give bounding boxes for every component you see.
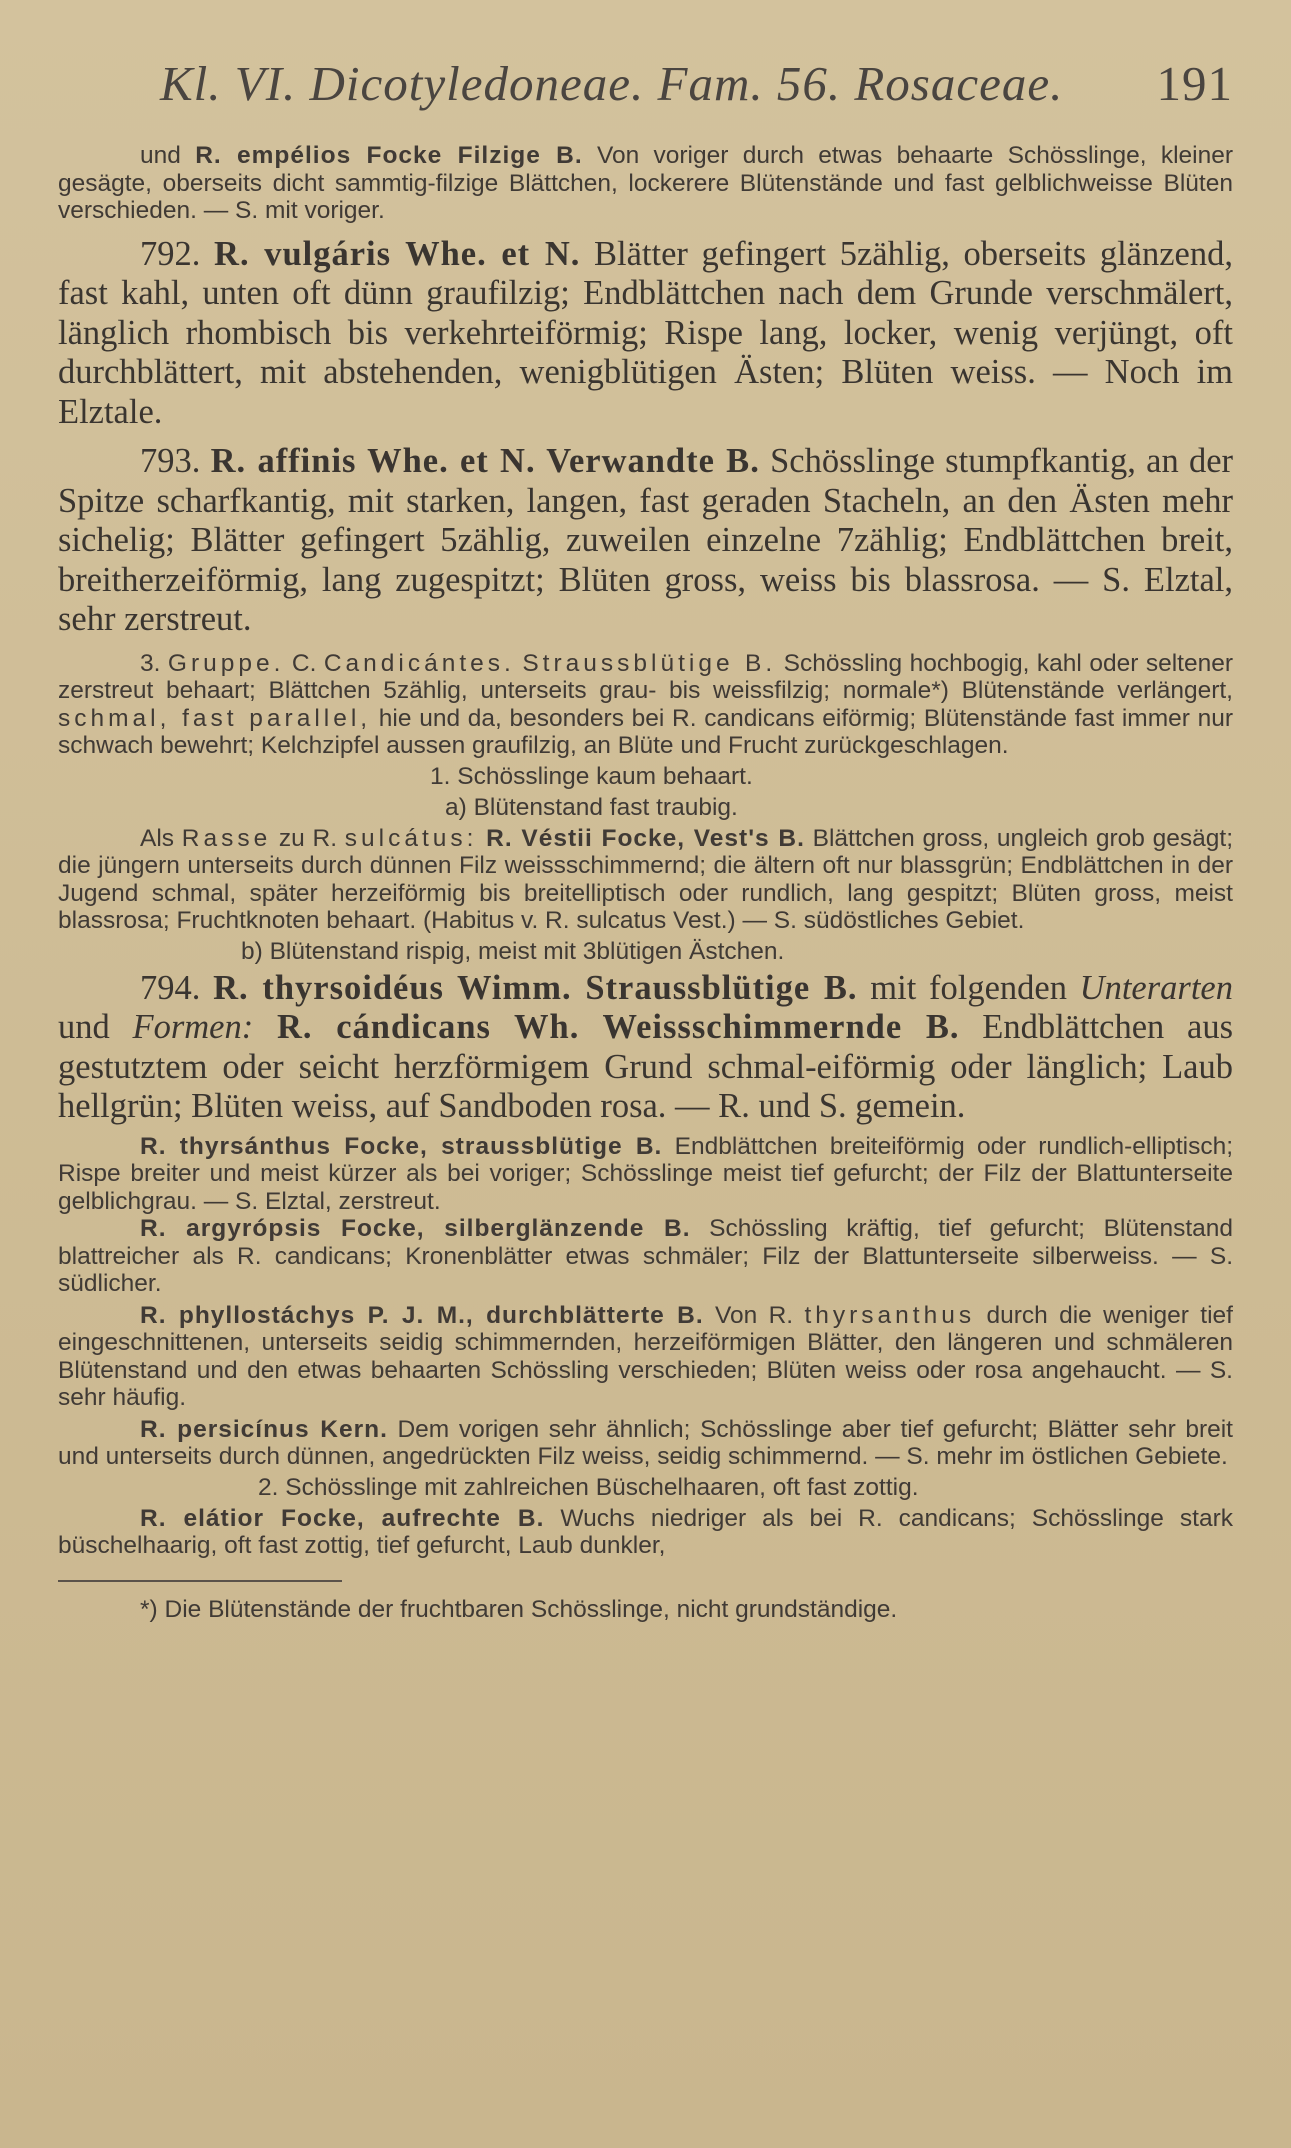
entry-number: 793. bbox=[140, 442, 201, 480]
subheading-b: b) Blütenstand rispig, meist mit 3blütigen Ästchen. bbox=[241, 937, 785, 965]
subheading-2: 2. Schösslinge mit zahlreichen Büschelhaaren, oft fast zottig. bbox=[258, 1473, 919, 1501]
subheading-a: a) Blütenstand fast traubig. bbox=[445, 793, 738, 821]
footnote-divider bbox=[58, 1580, 342, 1582]
entry-793: 793. R. affinis Whe. et N. Verwandte B. Schösslinge stumpfkantig, an der Spitze scharfkantig, mit starken, langen, fast geraden Stacheln, an den Ästen mehr sichelig; Blätter gefingert 5zählig, zuweilen einzelne 7zählig; Endblättchen breit, breitherzeiförmig, lang zugespitzt; Blüten gross, weiss bis blassrosa. — S. Elztal, sehr zerstreut. bbox=[58, 442, 1234, 638]
species-name: R. phyllostáchys P. J. M., durchblätterte B. bbox=[140, 1301, 704, 1329]
paragraph-argyropsis: R. argyrópsis Focke, silberglänzende B. Schössling kräftig, tief gefurcht; Blütenstand blattreicher als R. candicans; Kronenblätter etwas schmäler; Filz der Blattunterseite silberweiss. — S. südlicher. bbox=[58, 1215, 1233, 1297]
species-name: R. empélios Focke Filzige B. bbox=[195, 142, 583, 169]
entry-number: 792. bbox=[140, 234, 201, 273]
paragraph-elatior: R. elátior Focke, aufrechte B. Wuchs niedriger als bei R. candicans; Schösslinge stark büschelhaarig, oft fast zottig, tief gefurcht, Laub dunkler, bbox=[58, 1504, 1234, 1559]
species-name: R. vulgáris Whe. et N. bbox=[214, 234, 581, 273]
species-name: R. persicínus Kern. bbox=[140, 1415, 388, 1443]
paragraph-phyllostachys: R. phyllostáchys P. J. M., durchblätterte B. Von R. thyrsanthus durch die weniger tief eingeschnittenen, unterseits seidig schimmernden, herzeiförmigen Blätter, den längeren und schmäleren Blütenstand und den etwas behaarten Schössling verschieden; Blüten weiss oder rosa angehaucht. — S. sehr häufig. bbox=[58, 1301, 1233, 1411]
running-header bbox=[160, 55, 1233, 112]
page-number: 191 bbox=[1156, 56, 1233, 111]
species-name: R. thyrsánthus Focke, straussblütige B. bbox=[140, 1132, 663, 1160]
footnote: *) Die Blütenstände der fruchtbaren Schösslinge, nicht grundständige. bbox=[140, 1595, 898, 1623]
species-name: R. cándicans Wh. Weissschimmernde B. bbox=[253, 1008, 960, 1046]
entry-number: 794. bbox=[140, 968, 201, 1007]
paragraph-persicinus: R. persicínus Kern. Dem vorigen sehr ähnlich; Schösslinge aber tief gefurcht; Blätter sehr breit und unterseits durch dünnen, angedrückten Filz weiss, seidig schimmernd. — S. mehr im östlichen Gebiete. bbox=[58, 1415, 1233, 1470]
species-name: R. elátior Focke, aufrechte B. bbox=[140, 1504, 545, 1532]
entry-794: 794. R. thyrsoidéus Wimm. Straussblütige B. mit folgenden Unterarten und Formen: R. cándicans Wh. Weissschimmernde B. Endblättchen aus gestutztem oder seicht herzförmigem Grund schmal-eiförmig oder länglich; Laub hellgrün; Blüten weiss, auf Sandboden rosa. — R. und S. gemein. bbox=[58, 968, 1234, 1125]
header-title: Kl. VI. Dicotyledoneae. Fam. 56. Rosaceae. bbox=[160, 56, 1064, 111]
species-name: R. Véstii Focke, Vest's B. bbox=[477, 824, 805, 852]
subheading-1: 1. Schösslinge kaum behaart. bbox=[430, 762, 753, 790]
paragraph-empelios: und R. empélios Focke Filzige B. Von voriger durch etwas behaarte Schösslinge, kleiner gesägte, oberseits dicht sammtig-filzige Blättchen, lockerere Blütenstände und fast gelblichweisse Blüten verschieden. — S. mit voriger. bbox=[58, 142, 1233, 224]
group-candicantes: 3. Gruppe. C. Candicántes. Straussblütige B. Schössling hochbogig, kahl oder seltener zerstreut behaart; Blättchen 5zählig, unterseits grau- bis weissfilzig; normale*) Blütenstände verlängert, schmal, fast parallel, hie und da, besonders bei R. candicans eiförmig; Blütenstände fast immer nur schwach bewehrt; Kelchzipfel aussen graufilzig, an Blüte und Frucht zurückgeschlagen. bbox=[58, 649, 1233, 759]
species-name: R. argyrópsis Focke, silberglänzende B. bbox=[140, 1215, 691, 1242]
paragraph-vestii: Als Rasse zu R. sulcátus: R. Véstii Focke, Vest's B. Blättchen gross, ungleich grob gesägt; die jüngern unterseits durch dünnen Filz weissschimmernd; die ältern oft nur blassgrün; Endblättchen in der Jugend schmal, später herzeiförmig bis breitelliptisch oder rundlich, lang gespitzt; Blüten gross, meist blassrosa; Fruchtknoten behaart. (Habitus v. R. sulcatus Vest.) — S. südöstliches Gebiet. bbox=[58, 824, 1234, 934]
species-name: R. affinis Whe. et N. Verwandte B. bbox=[210, 442, 760, 480]
species-name: R. thyrsoidéus Wimm. Straussblütige B. bbox=[213, 968, 858, 1007]
entry-792: 792. R. vulgáris Whe. et N. Blätter gefingert 5zählig, oberseits glänzend, fast kahl, unten oft dünn graufilzig; Endblättchen nach dem Grunde verschmälert, länglich rhombisch bis verkehrteiförmig; Rispe lang, locker, wenig verjüngt, oft durchblättert, mit abstehenden, wenigblütigen Ästen; Blüten weiss. — Noch im Elztale. bbox=[58, 234, 1233, 431]
paragraph-thyrsanthus: R. thyrsánthus Focke, straussblütige B. Endblättchen breiteiförmig oder rundlich-elliptisch; Rispe breiter und meist kürzer als bei voriger; Schösslinge meist tief gefurcht; der Filz der Blattunterseite gelblichgrau. — S. Elztal, zerstreut. bbox=[58, 1132, 1233, 1215]
